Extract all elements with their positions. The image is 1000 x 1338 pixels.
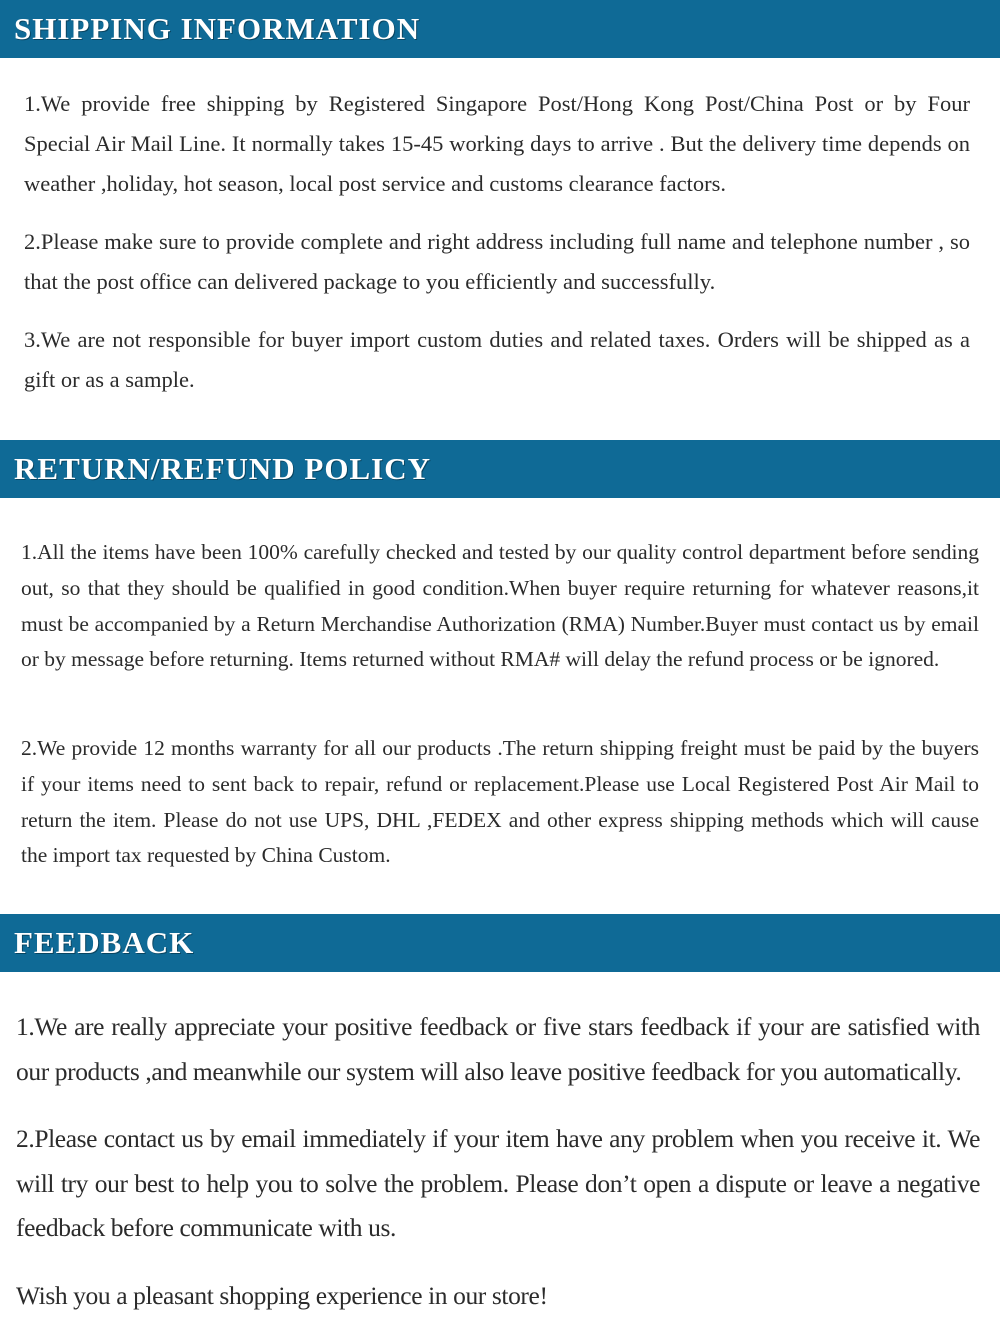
feedback-item-1: 1.We are really appreciate your positive feedback or five stars feedback if your are satisfied with our products ,and meanwhile our system will also leave positive feedback for you automatically. [16,1012,980,1086]
feedback-header [0,914,1000,972]
return-refund-policy-title: RETURN/REFUND POLICY [14,451,431,486]
return-item-2: 2.We provide 12 months warranty for all our products .The return shipping freight must be paid by the buyers if your items need to sent back to repair, refund or replacement.Please use Local Registered Post Air Mail to return the item. Please do not use UPS, DHL ,FEDEX and other express shipping methods which will cause the import tax requested by China Custom. [21,736,979,868]
shipping-item-1: 1.We provide free shipping by Registered Singapore Post/Hong Kong Post/China Post or by Four Special Air Mail Line. It normally takes 15-45 working days to arrive . But the delivery time depends on weather ,holiday, hot season, local post service and customs clearance factors. [24,91,970,196]
return-item-1: 1.All the items have been 100% carefully checked and tested by our quality control department before sending out, so that they should be qualified in good condition.When buyer require returning for whatever reasons,it must be accompanied by a Return Merchandise Authorization (RMA) Number.Buyer must contact us by email or by message before returning. Items returned without RMA# will delay the refund process or be ignored. [21,540,979,672]
shipping-information-header [0,0,1000,58]
feedback-title: FEEDBACK [14,925,195,960]
closing-message: Wish you a pleasant shopping experience in our store! [16,1281,548,1310]
shipping-item-2: 2.Please make sure to provide complete and right address including full name and telephone number , so that the post office can delivered package to you efficiently and successfully. [24,229,970,294]
feedback-item-2: 2.Please contact us by email immediately if your item have any problem when you receive it. We will try our best to help you to solve the problem. Please don’t open a dispute or leave a negative feedback before communicate with us. [16,1124,980,1242]
shipping-information-title: SHIPPING INFORMATION [14,11,421,46]
return-refund-policy-header [0,440,1000,498]
shipping-item-3: 3.We are not responsible for buyer import custom duties and related taxes. Orders will be shipped as a gift or as a sample. [24,327,970,392]
